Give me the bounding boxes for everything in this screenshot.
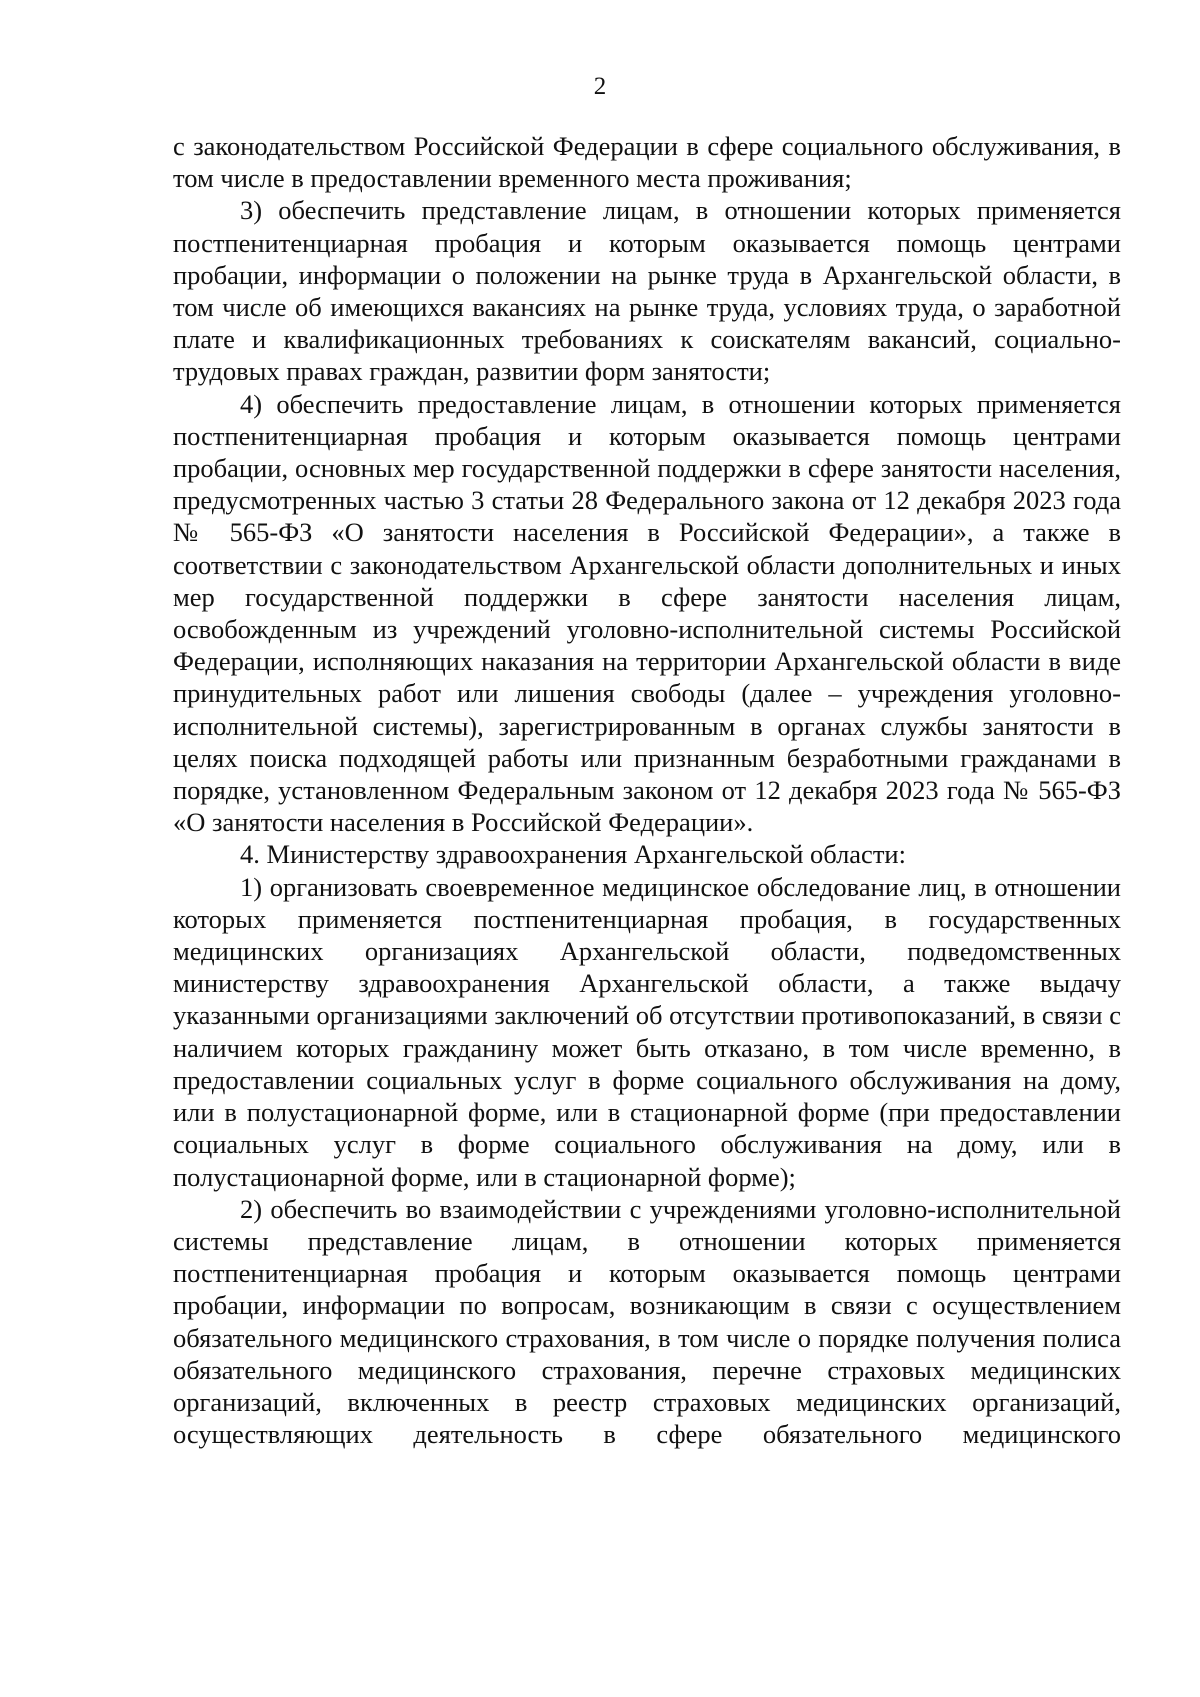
paragraph-item-3: 3) обеспечить представление лицам, в отношении которых применяется постпенитенциарная пробация и которым оказывается помощь центрами пробации, информации о положении на рынке труда в Архангельской области, в том числе об имеющихся вакансиях на рынке труда, условиях труда, о заработной плате и квалификационных требованиях к соискателям вакансий, социально-трудовых правах граждан, развитии форм занятости; — [173, 195, 1121, 387]
paragraph-health-item-1: 1) организовать своевременное медицинское обследование лиц, в отношении которых применяется постпенитенциарная пробация, в государственных медицинских организациях Архангельской области, подведомственных министерству здравоохранения Архангельской области, а также выдачу указанными организациями заключений об отсутствии противопоказаний, в связи с наличием которых гражданину может быть отказано, в том числе временно, в предоставлении социальных услуг в форме социального обслуживания на дому, или в полустационарной форме, или в стационарной форме (при предоставлении социальных услуг в форме социального обслуживания на дому, или в полустационарной форме, или в стационарной форме); — [173, 871, 1121, 1192]
paragraph-item-4: 4) обеспечить предоставление лицам, в отношении которых применяется постпенитенциарная пробация и которым оказывается помощь центрами пробации, основных мер государственной поддержки в сфере занятости населения, предусмотренных частью 3 статьи 28 Федерального закона от 12 декабря 2023 года № 565-ФЗ «О занятости населения в Российской Федерации», а также в соответствии с законодательством Архангельской области дополнительных и иных мер государственной поддержки в сфере занятости населения лицам, освобожденным из учреждений уголовно-исполнительной системы Российской Федерации, исполняющих наказания на территории Архангельской области в виде принудительных работ или лишения свободы (далее – учреждения уголовно-исполнительной системы), зарегистрированным в органах службы занятости в целях поиска подходящей работы или признанным безработными гражданами в порядке, установленном Федеральным законом от 12 декабря 2023 года № 565-ФЗ «О занятости населения в Российской Федерации». — [173, 388, 1121, 838]
paragraph-health-item-2: 2) обеспечить во взаимодействии с учреждениями уголовно-исполнительной системы представление лицам, в отношении которых применяется постпенитенциарная пробация и которым оказывается помощь центрами пробации, информации по вопросам, возникающим в связи с осуществлением обязательного медицинского страхования, в том числе о порядке получения полиса обязательного медицинского страхования, перечне страховых медицинских организаций, включенных в реестр страховых медицинских организаций, осуществляющих деятельность в сфере обязательного медицинского — [173, 1193, 1121, 1450]
document-body — [173, 130, 1121, 1450]
page-number: 2 — [593, 73, 607, 100]
paragraph-continuation: с законодательством Российской Федерации в сфере социального обслуживания, в том числе в предоставлении временного места проживания; — [173, 131, 1121, 194]
section-heading-ministry-of-health: 4. Министерству здравоохранения Архангельской области: — [240, 839, 906, 870]
